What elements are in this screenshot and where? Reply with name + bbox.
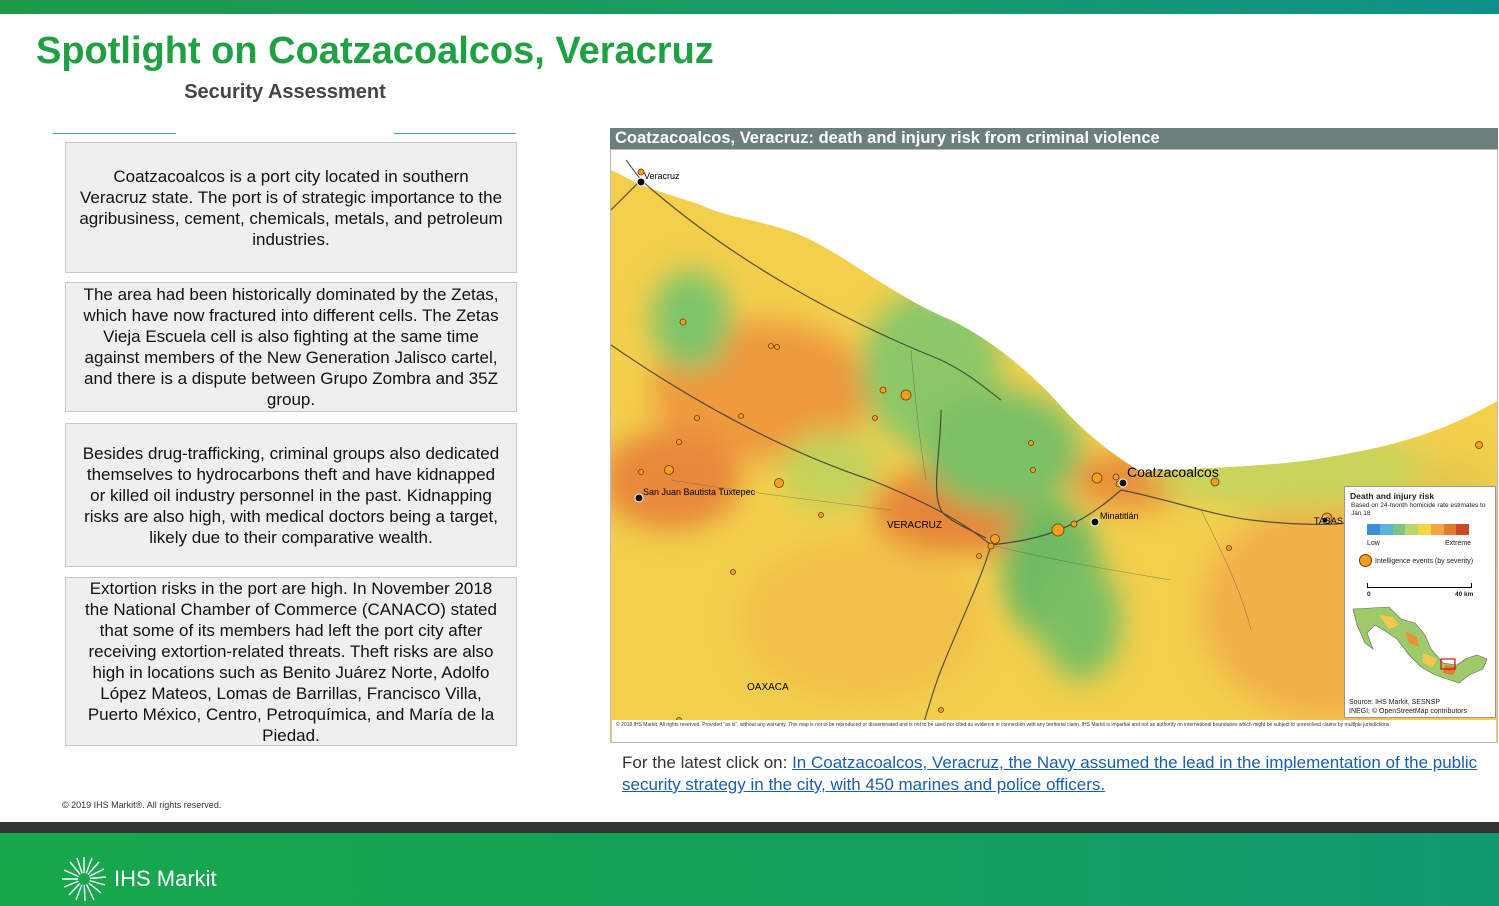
map-legend xyxy=(1344,486,1496,718)
ihs-markit-logo-text: IHS Markit xyxy=(114,866,217,891)
copyright-notice: © 2019 IHS Markit®. All rights reserved. xyxy=(62,800,222,810)
assessment-card-kidnapping xyxy=(65,423,517,567)
map-label-coatzacoalcos: Coatzacoalcos xyxy=(1127,464,1219,480)
legend-color-ramp xyxy=(1367,524,1469,535)
map-label-minatitlan: Minatitlán xyxy=(1100,511,1139,521)
map-header: Coatzacoalcos, Veracruz: death and injury risk from criminal violence xyxy=(610,128,1498,149)
card-text: The area had been historically dominated by the Zetas, which have now fractured into different cells. The Zetas Vieja Escuela cell is also fighting at the same time against members of the New Generation Jalisco cartel, and there is a dispute between Grupo Zombra and 35Z group. xyxy=(83,285,499,409)
legend-subtitle: Based on 24-month homicide rate estimates to Jan 18 xyxy=(1351,502,1486,517)
risk-zone-low xyxy=(1041,560,1121,680)
event-severity-icon xyxy=(1359,554,1372,567)
map-label-tabasco: TABAS xyxy=(1314,516,1343,526)
map-label-san-juan: San Juan Bautista Tuxtepec xyxy=(643,487,756,497)
footer-dark-band xyxy=(0,822,1499,833)
legend-source: Source: IHS Markit, SESNSP INEGI; © OpenStreetMap contributors xyxy=(1349,699,1467,715)
mexico-inset-map xyxy=(1349,603,1493,689)
legend-low-label: Low xyxy=(1367,540,1380,547)
scale-end: 40 km xyxy=(1455,591,1474,598)
footer-green-band xyxy=(0,833,1499,906)
risk-zone-low xyxy=(651,270,731,370)
legend-extreme-label: Extreme xyxy=(1445,540,1472,547)
page-title: Spotlight on Coatzacoalcos, Veracruz xyxy=(36,30,714,72)
risk-zone-medium xyxy=(741,540,981,700)
assessment-card-port xyxy=(65,142,517,273)
legend-title: Death and injury risk xyxy=(1350,491,1435,501)
legend-events-label: Intelligence events (by severity) xyxy=(1375,558,1474,565)
assessment-card-extortion xyxy=(65,577,517,746)
scale-start: 0 xyxy=(1367,591,1371,598)
map-label-veracruz-state: VERACRUZ xyxy=(887,520,943,531)
map-label-veracruz-city: Veracruz xyxy=(644,171,680,181)
card-text: Coatzacoalcos is a port city located in southern Veracruz state. The port is of strategic importance to the agribusiness, cement, chemicals, metals, and petroleum industries. xyxy=(79,166,503,249)
assessment-card-cartels xyxy=(65,282,517,412)
map-label-oaxaca: OAXACA xyxy=(747,682,789,693)
scale-bar xyxy=(1367,583,1472,588)
section-heading: Security Assessment xyxy=(184,81,386,103)
latest-news-link[interactable]: In Coatzacoalcos, Veracruz, the Navy assumed the lead in the implementation of the public security strategy in the city, with 450 marines and police officers. xyxy=(622,753,1478,794)
map-footnote: © 2018 IHS Markit. All rights reserved. Provided "as is", without any warranty. This map is not to be reproduced or disseminated and is not to be used nor cited as evidence in connection with any territorial claim. IHS Markit is impartial and not an authority on international boundaries which might be subject to unresolved claims by multiple jurisdictions. xyxy=(612,720,1496,742)
top-accent-band xyxy=(0,0,1499,14)
risk-zone-low xyxy=(921,390,1081,510)
latest-news xyxy=(622,752,1492,796)
ihs-markit-logo-icon xyxy=(60,855,108,903)
latest-prefix: For the latest click on: xyxy=(622,753,793,772)
card-text: Besides drug-trafficking, criminal groups also dedicated themselves to hydrocarbons theft and have kidnapped or killed oil industry personnel in the past. Kidnapping risks are also high, with medical doctors being a target, likely due to their comparative wealth. xyxy=(82,443,500,547)
card-text: Extortion risks in the port are high. In November 2018 the National Chamber of Commerce (CANACO) stated that some of its members had left the port city after receiving extortion-related threats. Theft risks are also high in locations such as Benito Juárez Norte, Adolfo López Mateos, Lomas de Barrillas, Francisco Villa, Puerto México, Centro, Petroquímica, and María de la Piedad. xyxy=(85,578,497,745)
